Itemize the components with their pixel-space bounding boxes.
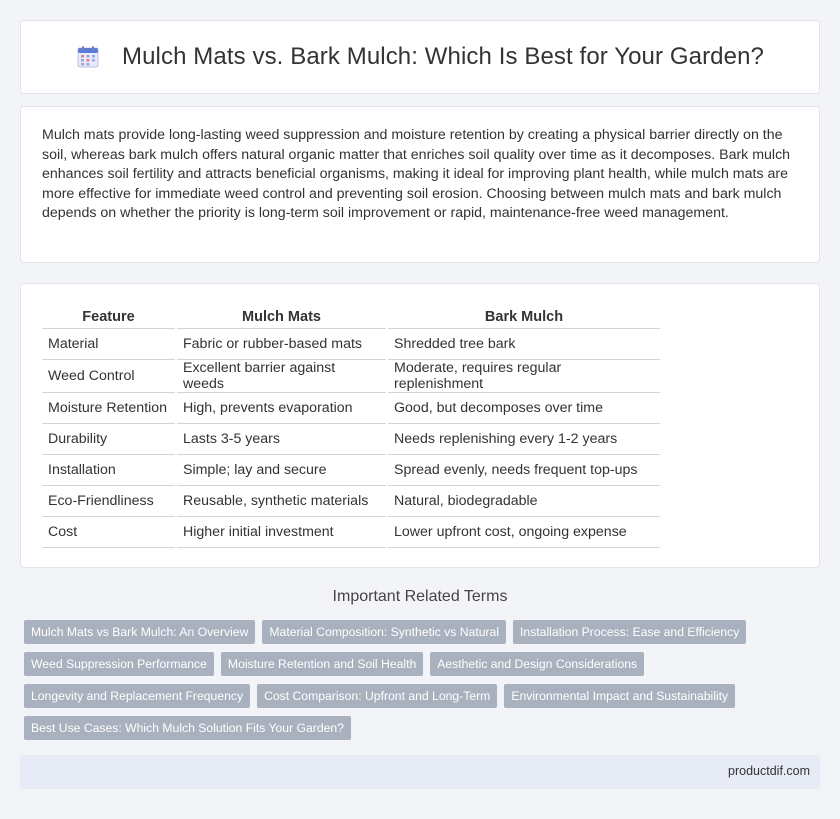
table-cell: Moderate, requires regular replenishment [387,359,660,392]
intro-card [20,106,820,263]
table-cell: Material [42,328,176,359]
table-cell: Shredded tree bark [387,328,660,359]
table-cell: Needs replenishing every 1-2 years [387,423,660,454]
table-cell: Eco-Friendliness [42,485,176,516]
related-term-tag[interactable]: Best Use Cases: Which Mulch Solution Fits Your Garden? [24,716,351,740]
table-header-row [42,306,660,328]
page-title: Mulch Mats vs. Bark Mulch: Which Is Best for Your Garden? [122,43,764,70]
table-header-bark-mulch: Bark Mulch [387,306,660,328]
related-term-tag[interactable]: Moisture Retention and Soil Health [221,652,423,676]
table-cell: Reusable, synthetic materials [176,485,387,516]
table-cell: Fabric or rubber-based mats [176,328,387,359]
table-header-mulch-mats: Mulch Mats [176,306,387,328]
table-cell: Spread evenly, needs frequent top-ups [387,454,660,485]
intro-text: Mulch mats provide long-lasting weed suppression and moisture retention by creating a physical barrier directly on the soil, whereas bark mulch offers natural organic matter that enriches soil quality over time as it decomposes. Bark mulch enhances soil fertility and attracts beneficial organisms, making it ideal for improving plant health, while mulch mats are more effective for immediate weed control and preventing soil erosion. Choosing between mulch mats and bark mulch depends on whether the priority is long-term soil improvement or rapid, maintenance-free weed management. [42,127,791,222]
related-term-tag[interactable]: Material Composition: Synthetic vs Natural [262,620,506,644]
footer [20,755,820,789]
header-inner [76,43,764,71]
tag-row [24,716,824,740]
tag-row [24,684,824,708]
table-cell: High, prevents evaporation [176,392,387,423]
table-row [42,392,660,423]
related-term-tag[interactable]: Weed Suppression Performance [24,652,214,676]
table-cell: Lasts 3-5 years [176,423,387,454]
table-cell: Installation [42,454,176,485]
table-cell: Excellent barrier against weeds [176,359,387,392]
tag-row [24,652,824,676]
table-cell: Simple; lay and secure [176,454,387,485]
related-term-tag[interactable]: Aesthetic and Design Considerations [430,652,644,676]
table-cell: Good, but decomposes over time [387,392,660,423]
related-term-tag[interactable]: Cost Comparison: Upfront and Long-Term [257,684,497,708]
table-row [42,454,660,485]
table-cell: Higher initial investment [176,516,387,547]
table-cell: Durability [42,423,176,454]
table-cell: Moisture Retention [42,392,176,423]
related-terms-title: Important Related Terms [332,588,508,605]
comparison-table [42,306,660,548]
related-term-tag[interactable]: Installation Process: Ease and Efficiency [513,620,746,644]
related-terms-list [24,620,824,748]
table-cell: Cost [42,516,176,547]
calendar-icon [76,45,100,69]
tag-row [24,620,824,644]
related-term-tag[interactable]: Mulch Mats vs Bark Mulch: An Overview [24,620,255,644]
table-cell: Natural, biodegradable [387,485,660,516]
table-row [42,328,660,359]
table-row [42,485,660,516]
footer-site-name[interactable]: productdif.com [728,764,810,778]
related-term-tag[interactable]: Longevity and Replacement Frequency [24,684,250,708]
comparison-table-card [20,283,820,568]
table-header-feature: Feature [42,306,176,328]
table-row [42,516,660,547]
table-row [42,359,660,392]
table-cell: Lower upfront cost, ongoing expense [387,516,660,547]
table-cell: Weed Control [42,359,176,392]
header-card [20,20,820,94]
related-term-tag[interactable]: Environmental Impact and Sustainability [504,684,735,708]
table-row [42,423,660,454]
